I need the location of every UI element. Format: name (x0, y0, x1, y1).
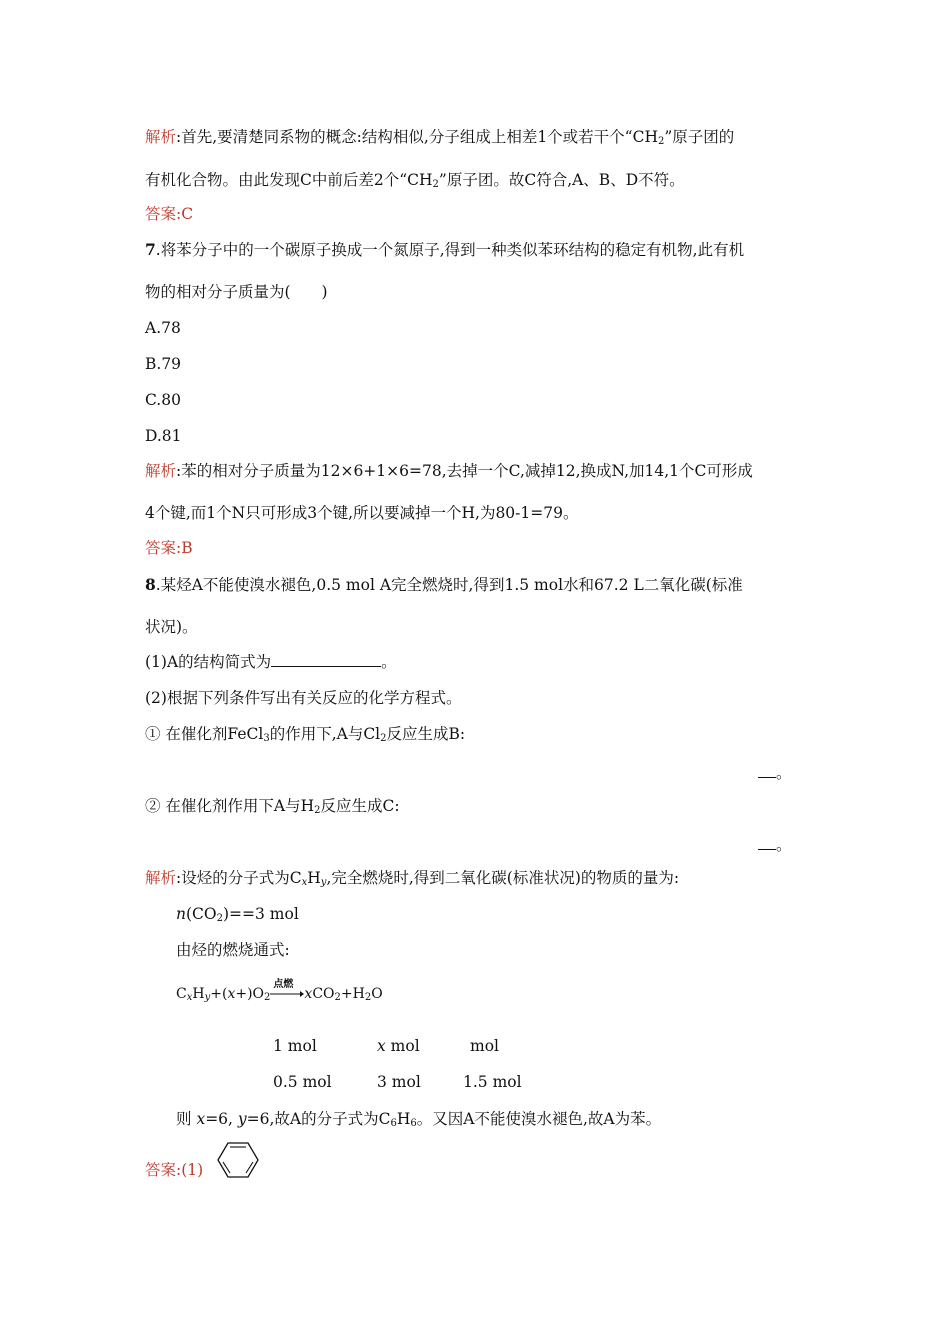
q8-analysis-line1: 解析:设烃的分子式为$C_xH_y$,完全燃烧时,得到二氧化碳(标准状况)的物质的量为: (145, 869, 680, 888)
arrow-icon (270, 990, 304, 998)
q8-condition1: ① 在催化剂FeCl$_3$的作用下,A与$Cl_2$反应生成B: (145, 725, 466, 744)
q8-stem-line2: 状况)。 (145, 618, 198, 636)
q8-condition2-blank: 。 (758, 835, 792, 855)
answer-blank[interactable] (271, 652, 381, 667)
q8-part1: (1)A的结构简式为 。 (145, 653, 397, 671)
q7-answer: 答案:B (145, 539, 193, 557)
table-cell: 1.5 mol (463, 1073, 522, 1091)
table-cell: mol (470, 1037, 499, 1055)
answer-label: 答案 (145, 1161, 177, 1179)
n-co2-line: $n(CO_2)==3$ mol (176, 905, 299, 924)
answer-label: 答案 (145, 205, 177, 223)
question-number: 7 (145, 240, 156, 259)
q7-option-c: C.80 (145, 391, 181, 409)
q7-stem-line2: 物的相对分子质量为( ) (145, 283, 328, 301)
q6-analysis-line2: 有机化合物。由此发现C中前后差2个“$CH_2$”原子团。故C符合,A、B、D不符。 (145, 171, 685, 190)
benzene-structure-icon (216, 1141, 260, 1179)
table-cell: 1 mol (273, 1037, 317, 1055)
q8-conclusion: 则 x=6, y=6,故A的分子式为$C_6H_6$。又因A不能使溴水褪色,故A为苯。 (176, 1110, 662, 1129)
q7-option-b: B.79 (145, 355, 182, 373)
q8-stem-line1: 8.某烃A不能使溴水褪色,0.5 mol A完全燃烧时,得到1.5 mol水和67.2 L二氧化碳(标准 (145, 575, 743, 594)
q6-answer: 答案:C (145, 205, 194, 223)
table-cell: 0.5 mol (273, 1073, 332, 1091)
answer-blank[interactable] (758, 767, 776, 778)
analysis-label: 解析 (145, 462, 177, 480)
q7-analysis-line1: 解析:苯的相对分子质量为12×6+1×6=78,去掉一个C,减掉12,换成N,加14,1个C可形成 (145, 462, 753, 480)
q8-part2: (2)根据下列条件写出有关反应的化学方程式。 (145, 689, 462, 707)
analysis-label: 解析 (145, 128, 177, 146)
q6-analysis-line1: 解析:首先,要清楚同系物的概念:结构相似,分子组成上相差1个或若干个“$CH_2$”原子团的 (145, 128, 735, 147)
table-cell: x mol (377, 1037, 420, 1055)
reaction-arrow: 点燃 (270, 984, 304, 1004)
q7-option-a: A.78 (145, 319, 181, 337)
combustion-intro: 由烃的燃烧通式: (176, 941, 290, 959)
q7-option-d: D.81 (145, 427, 182, 445)
q7-analysis-line2: 4个键,而1个N只可形成3个键,所以要减掉一个H,为80-1=79。 (145, 504, 579, 522)
q8-condition1-blank: 。 (758, 763, 792, 783)
q7-stem-line1: 7.将苯分子中的一个碳原子换成一个氮原子,得到一种类似苯环结构的稳定有机物,此有机 (145, 240, 745, 259)
q8-answer: 答案:(1) (145, 1161, 204, 1179)
question-number: 8 (145, 575, 156, 594)
answer-label: 答案 (145, 539, 177, 557)
answer-blank[interactable] (758, 839, 776, 850)
combustion-equation: $C_xH_y+(x+)O_2$ 点燃 $xCO_2+H_2O$ (176, 979, 383, 1003)
q8-condition2: ② 在催化剂作用下A与$H_2$反应生成C: (145, 797, 400, 816)
table-cell: 3 mol (377, 1073, 421, 1091)
analysis-label: 解析 (145, 869, 177, 887)
